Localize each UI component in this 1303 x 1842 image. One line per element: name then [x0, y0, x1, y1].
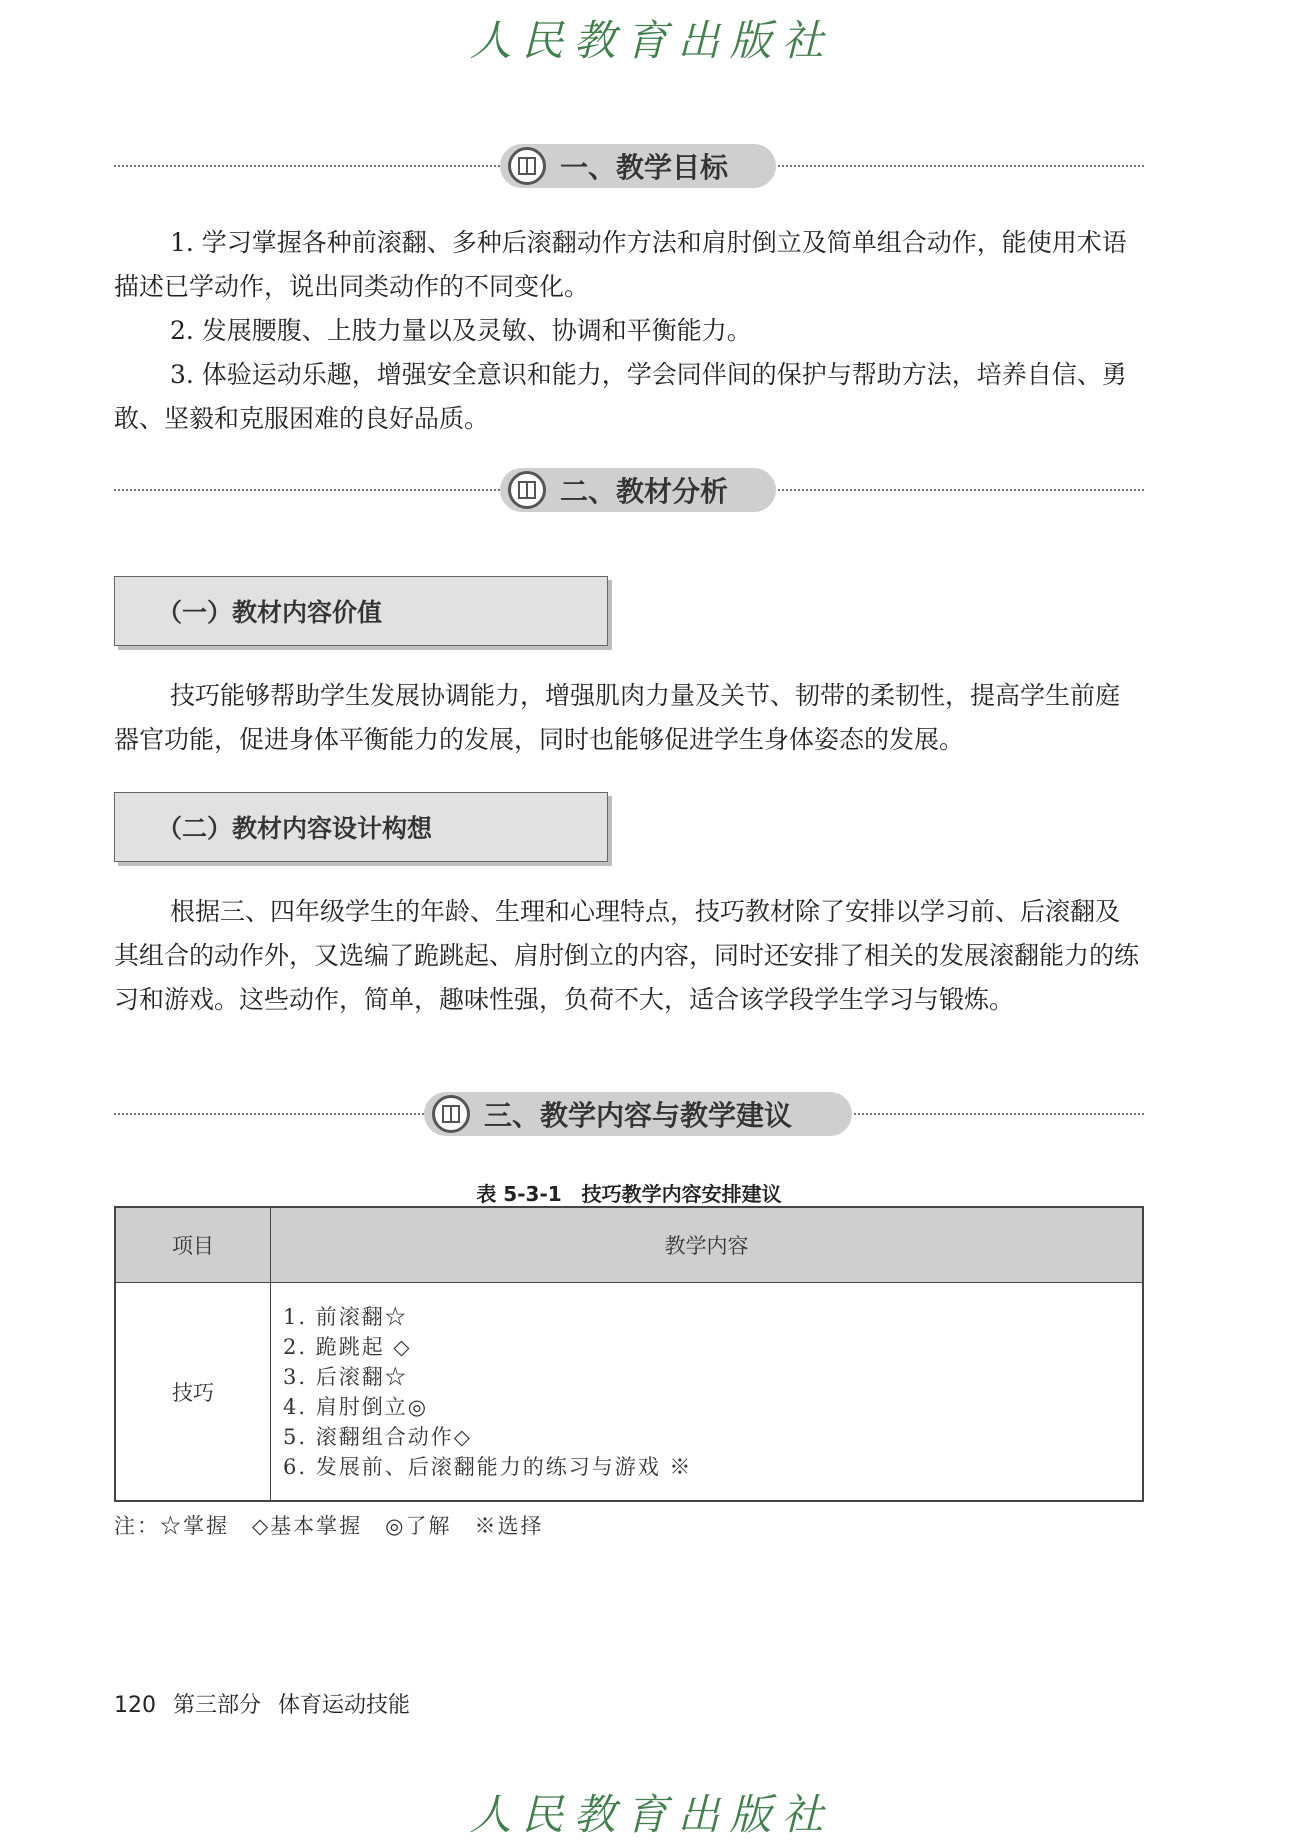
section-pill — [500, 144, 776, 188]
content-cell — [271, 1283, 1144, 1502]
table-row — [115, 1283, 1143, 1502]
book-icon — [508, 147, 546, 185]
section-heading-analysis — [114, 468, 1144, 512]
section-title: 一、教学目标 — [560, 151, 729, 184]
list-item: 1. 前滚翻☆ — [283, 1304, 408, 1329]
goal-item-1: 1. 学习掌握各种前滚翻、多种后滚翻动作方法和肩肘倒立及简单组合动作，能使用术语描述已学动作，说出同类动作的不同变化。 — [114, 228, 1127, 301]
section-pill — [424, 1092, 852, 1136]
header-project: 项目 — [115, 1207, 271, 1283]
section-heading-content — [114, 1092, 1144, 1136]
project-cell: 技巧 — [115, 1283, 271, 1502]
publisher-logo-bottom: 人民教育出版社 — [469, 1790, 834, 1839]
subheading-design-concept: （二）教材内容设计构想 — [114, 792, 608, 862]
section-title: 二、教材分析 — [560, 475, 729, 508]
list-item: 5. 滚翻组合动作◇ — [283, 1424, 472, 1449]
book-icon — [432, 1095, 470, 1133]
subheading-content-value: （一）教材内容价值 — [114, 576, 608, 646]
list-item: 2. 跪跳起 ◇ — [283, 1334, 412, 1359]
section-pill — [500, 468, 776, 512]
publisher-logo-top: 人民教育出版社 — [469, 16, 834, 65]
goal-item-3: 3. 体验运动乐趣，增强安全意识和能力，学会同伴间的保护与帮助方法，培养自信、勇敢、坚毅和克服困难的良好品质。 — [114, 360, 1127, 433]
part-label: 第三部分 — [173, 1693, 262, 1718]
page-footer — [114, 1688, 420, 1719]
goal-item-2: 2. 发展腰腹、上肢力量以及灵敏、协调和平衡能力。 — [170, 316, 752, 345]
table-caption: 表 5-3-1 技巧教学内容安排建议 — [476, 1182, 782, 1206]
content-table — [114, 1206, 1144, 1502]
list-item: 4. 肩肘倒立◎ — [283, 1394, 429, 1419]
page-number: 120 — [114, 1693, 156, 1718]
table-header-row — [115, 1207, 1143, 1283]
list-item: 6. 发展前、后滚翻能力的练习与游戏 ※ — [283, 1454, 693, 1479]
design-concept-text: 根据三、四年级学生的年龄、生理和心理特点，技巧教材除了安排以学习前、后滚翻及其组合的动作外，又选编了跪跳起、肩肘倒立的内容，同时还安排了相关的发展滚翻能力的练习和游戏。这些动作，简单，趣味性强，负荷不大，适合该学段学生学习与锻炼。 — [114, 897, 1140, 1014]
content-value-text: 技巧能够帮助学生发展协调能力，增强肌肉力量及关节、韧带的柔韧性，提高学生前庭器官功能，促进身体平衡能力的发展，同时也能够促进学生身体姿态的发展。 — [114, 681, 1121, 754]
table-note: 注：☆掌握 ◇基本掌握 ◎了解 ※选择 — [114, 1514, 544, 1538]
list-item: 3. 后滚翻☆ — [283, 1364, 408, 1389]
section-title: 三、教学内容与教学建议 — [484, 1099, 793, 1132]
chapter-label: 体育运动技能 — [278, 1693, 411, 1718]
book-icon — [508, 471, 546, 509]
header-content: 教学内容 — [271, 1207, 1144, 1283]
section-heading-goals — [114, 144, 1144, 188]
